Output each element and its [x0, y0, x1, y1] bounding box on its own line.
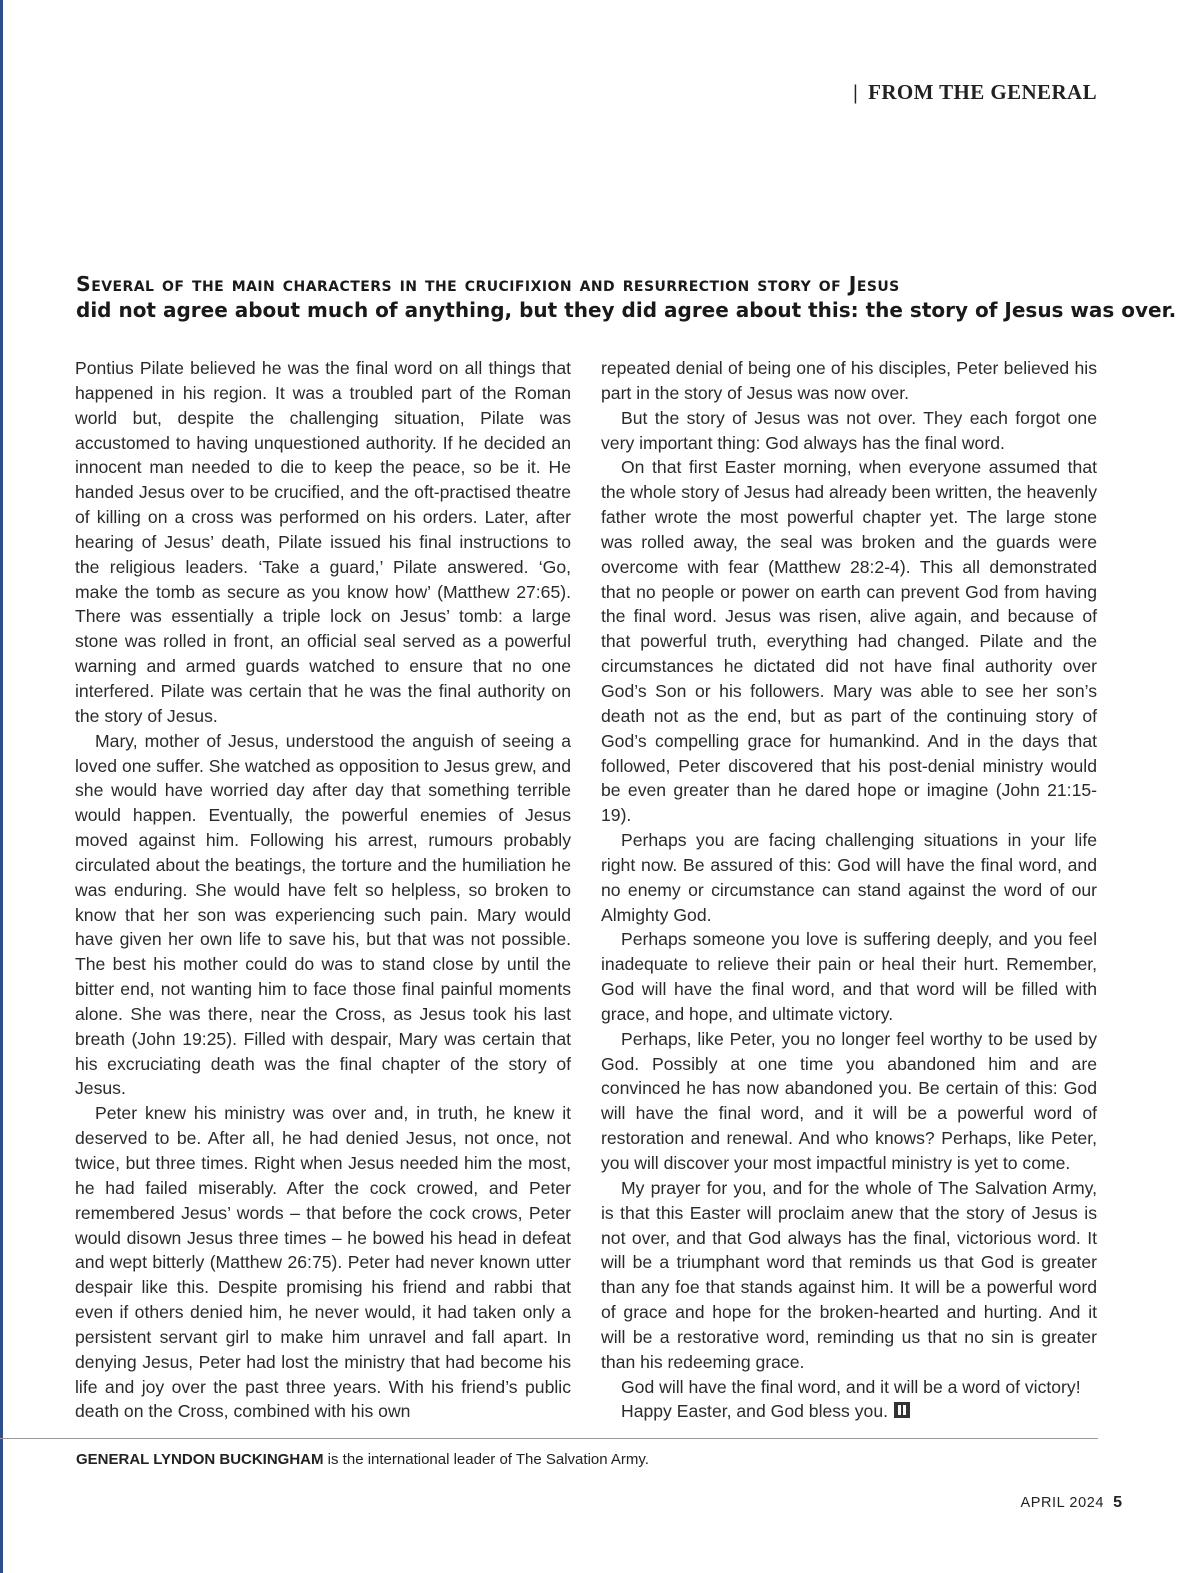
- paragraph-peter-continued: repeated denial of being one of his disciples, Peter believed his part in the story of Jesus was now over.: [601, 358, 1097, 403]
- paragraph-story-not-over: But the story of Jesus was not over. They each forgot one very important thing: God always has the final word.: [601, 407, 1097, 453]
- intro-line-2: did not agree about much of anything, but they did agree about this: the story of Jesus was over.: [76, 298, 1177, 322]
- footer-divider: [0, 1438, 1098, 1439]
- closing-blessing-text: Happy Easter, and God bless you.: [621, 1401, 888, 1422]
- paragraph-easter-morning: On that first Easter morning, when everyone assumed that the whole story of Jesus had already been written, the heavenly father wrote the most powerful chapter yet. The large stone was rolled away, the seal was broken and the guards were overcome with fear (Matthew 28:2-4). This all demonstrated that no people or power on earth can prevent God from having the final word. Jesus was risen, alive again, and because of that powerful truth, everything had changed. Pilate and the circumstances he dictated did not have final authority over God’s Son or his followers. Mary was able to see her son’s death not as the end, but as part of the continuing story of God’s compelling grace for humankind. And in the days that followed, Peter discovered that his post-denial ministry would be even greater than he dared hope or imagine (John 21:15-19).: [601, 457, 1097, 826]
- paragraph-like-peter: Perhaps, like Peter, you no longer feel worthy to be used by God. Possibly at one time you abandoned him and are convinced he has now abandoned you. Be certain of this: God will have the final word, and it will be a powerful word of restoration and renewal. And who knows? Perhaps, like Peter, you will discover your most impactful ministry is yet to come.: [601, 1028, 1097, 1173]
- section-header: [853, 80, 1097, 105]
- paragraph-pilate: Pontius Pilate believed he was the final word on all things that happened in his region. It was a troubled part of the Roman world but, despite the challenging situation, Pilate was accustomed to having unquestioned authority. If he decided an innocent man needed to die to keep the peace, so be it. He handed Jesus over to be crucified, and the oft-practised theatre of killing on a cross was performed on his orders. Later, after hearing of Jesus’ death, Pilate issued his final instructions to the religious leaders. ‘Take a guard,’ Pilate answered. ‘Go, make the tomb as secure as you know how’ (Matthew 27:65). There was essentially a triple lock on Jesus’ tomb: a large stone was rolled in front, an official seal served as a powerful warning and armed guards watched to ensure that no one interfered. Pilate was certain that he was the final authority on the story of Jesus.: [75, 358, 571, 726]
- closing-line-blessing: [601, 1399, 1097, 1424]
- page-folio: [1020, 1494, 1122, 1512]
- paragraph-prayer: My prayer for you, and for the whole of The Salvation Army, is that this Easter will proclaim anew that the story of Jesus is not over, and that God always has the final, victorious word. It will be a triumphant word that reminds us that God is greater than any foe that stands against him. It will be a powerful word of grace and hope for the broken-hearted and hurting. And it will be a restorative word, reminding us that no sin is greater than his redeeming grace.: [601, 1177, 1097, 1372]
- intro-line-1: Several of the main characters in the crucifixion and resurrection story of Jesus: [76, 272, 900, 296]
- end-of-article-mark-icon: [894, 1402, 910, 1418]
- paragraph-peter: Peter knew his ministry was over and, in truth, he knew it deserved to be. After all, he had denied Jesus, not once, not twice, but three times. Right when Jesus needed him the most, he had failed miserably. After the cock crowed, and Peter remembered Jesus’ words – that before the cock crows, Peter would disown Jesus three times – he bowed his head in defeat and wept bitterly (Matthew 26:75). Peter had never known utter despair like this. Despite promising his friend and rabbi that even if others denied him, he never would, it had taken only a persistent servant girl to make him unravel and fall apart. In denying Jesus, Peter had lost the ministry that had become his life and joy over the past three years. With his friend’s public death on the Cross, combined with his own: [75, 1103, 571, 1422]
- left-edge-accent-bar: [0, 0, 3, 1573]
- section-title: FROM THE GENERAL: [868, 80, 1097, 104]
- author-bio: [76, 1451, 649, 1468]
- intro-deck: [76, 271, 1177, 323]
- paragraph-mary: Mary, mother of Jesus, understood the anguish of seeing a loved one suffer. She watched as opposition to Jesus grew, and she would have worried day after day that something terrible would happen. Eventually, the powerful enemies of Jesus moved against him. Following his arrest, rumours probably circulated about the beatings, the torture and the humiliation he was enduring. She would have felt so helpless, so broken to know that her son was experiencing such pain. Mary would have given her own life to save his, but that was not possible. The best his mother could do was to stand close by until the bitter end, not wanting him to face those final painful moments alone. She was there, near the Cross, as Jesus took his last breath (John 19:25). Filled with despair, Mary was certain that his excruciating death was the final chapter of the story of Jesus.: [75, 730, 571, 1099]
- article-column-left: [75, 356, 571, 1424]
- author-name: GENERAL LYNDON BUCKINGHAM: [76, 1451, 324, 1468]
- closing-line-victory: God will have the final word, and it will be a word of victory!: [621, 1376, 1081, 1397]
- section-separator: |: [853, 80, 859, 104]
- paragraph-someone-you-love: Perhaps someone you love is suffering deeply, and you feel inadequate to relieve their pain or heal their hurt. Remember, God will have the final word, and that word will be filled with grace, and hope, and ultimate victory.: [601, 929, 1097, 1024]
- article-column-right: [601, 356, 1097, 1424]
- issue-date: APRIL 2024: [1020, 1495, 1105, 1511]
- author-role: is the international leader of The Salvation Army.: [323, 1451, 649, 1468]
- page-number: 5: [1113, 1494, 1122, 1511]
- paragraph-challenging-situations: Perhaps you are facing challenging situations in your life right now. Be assured of this: God will have the final word, and no enemy or circumstance can stand against the word of our Almighty God.: [601, 830, 1097, 925]
